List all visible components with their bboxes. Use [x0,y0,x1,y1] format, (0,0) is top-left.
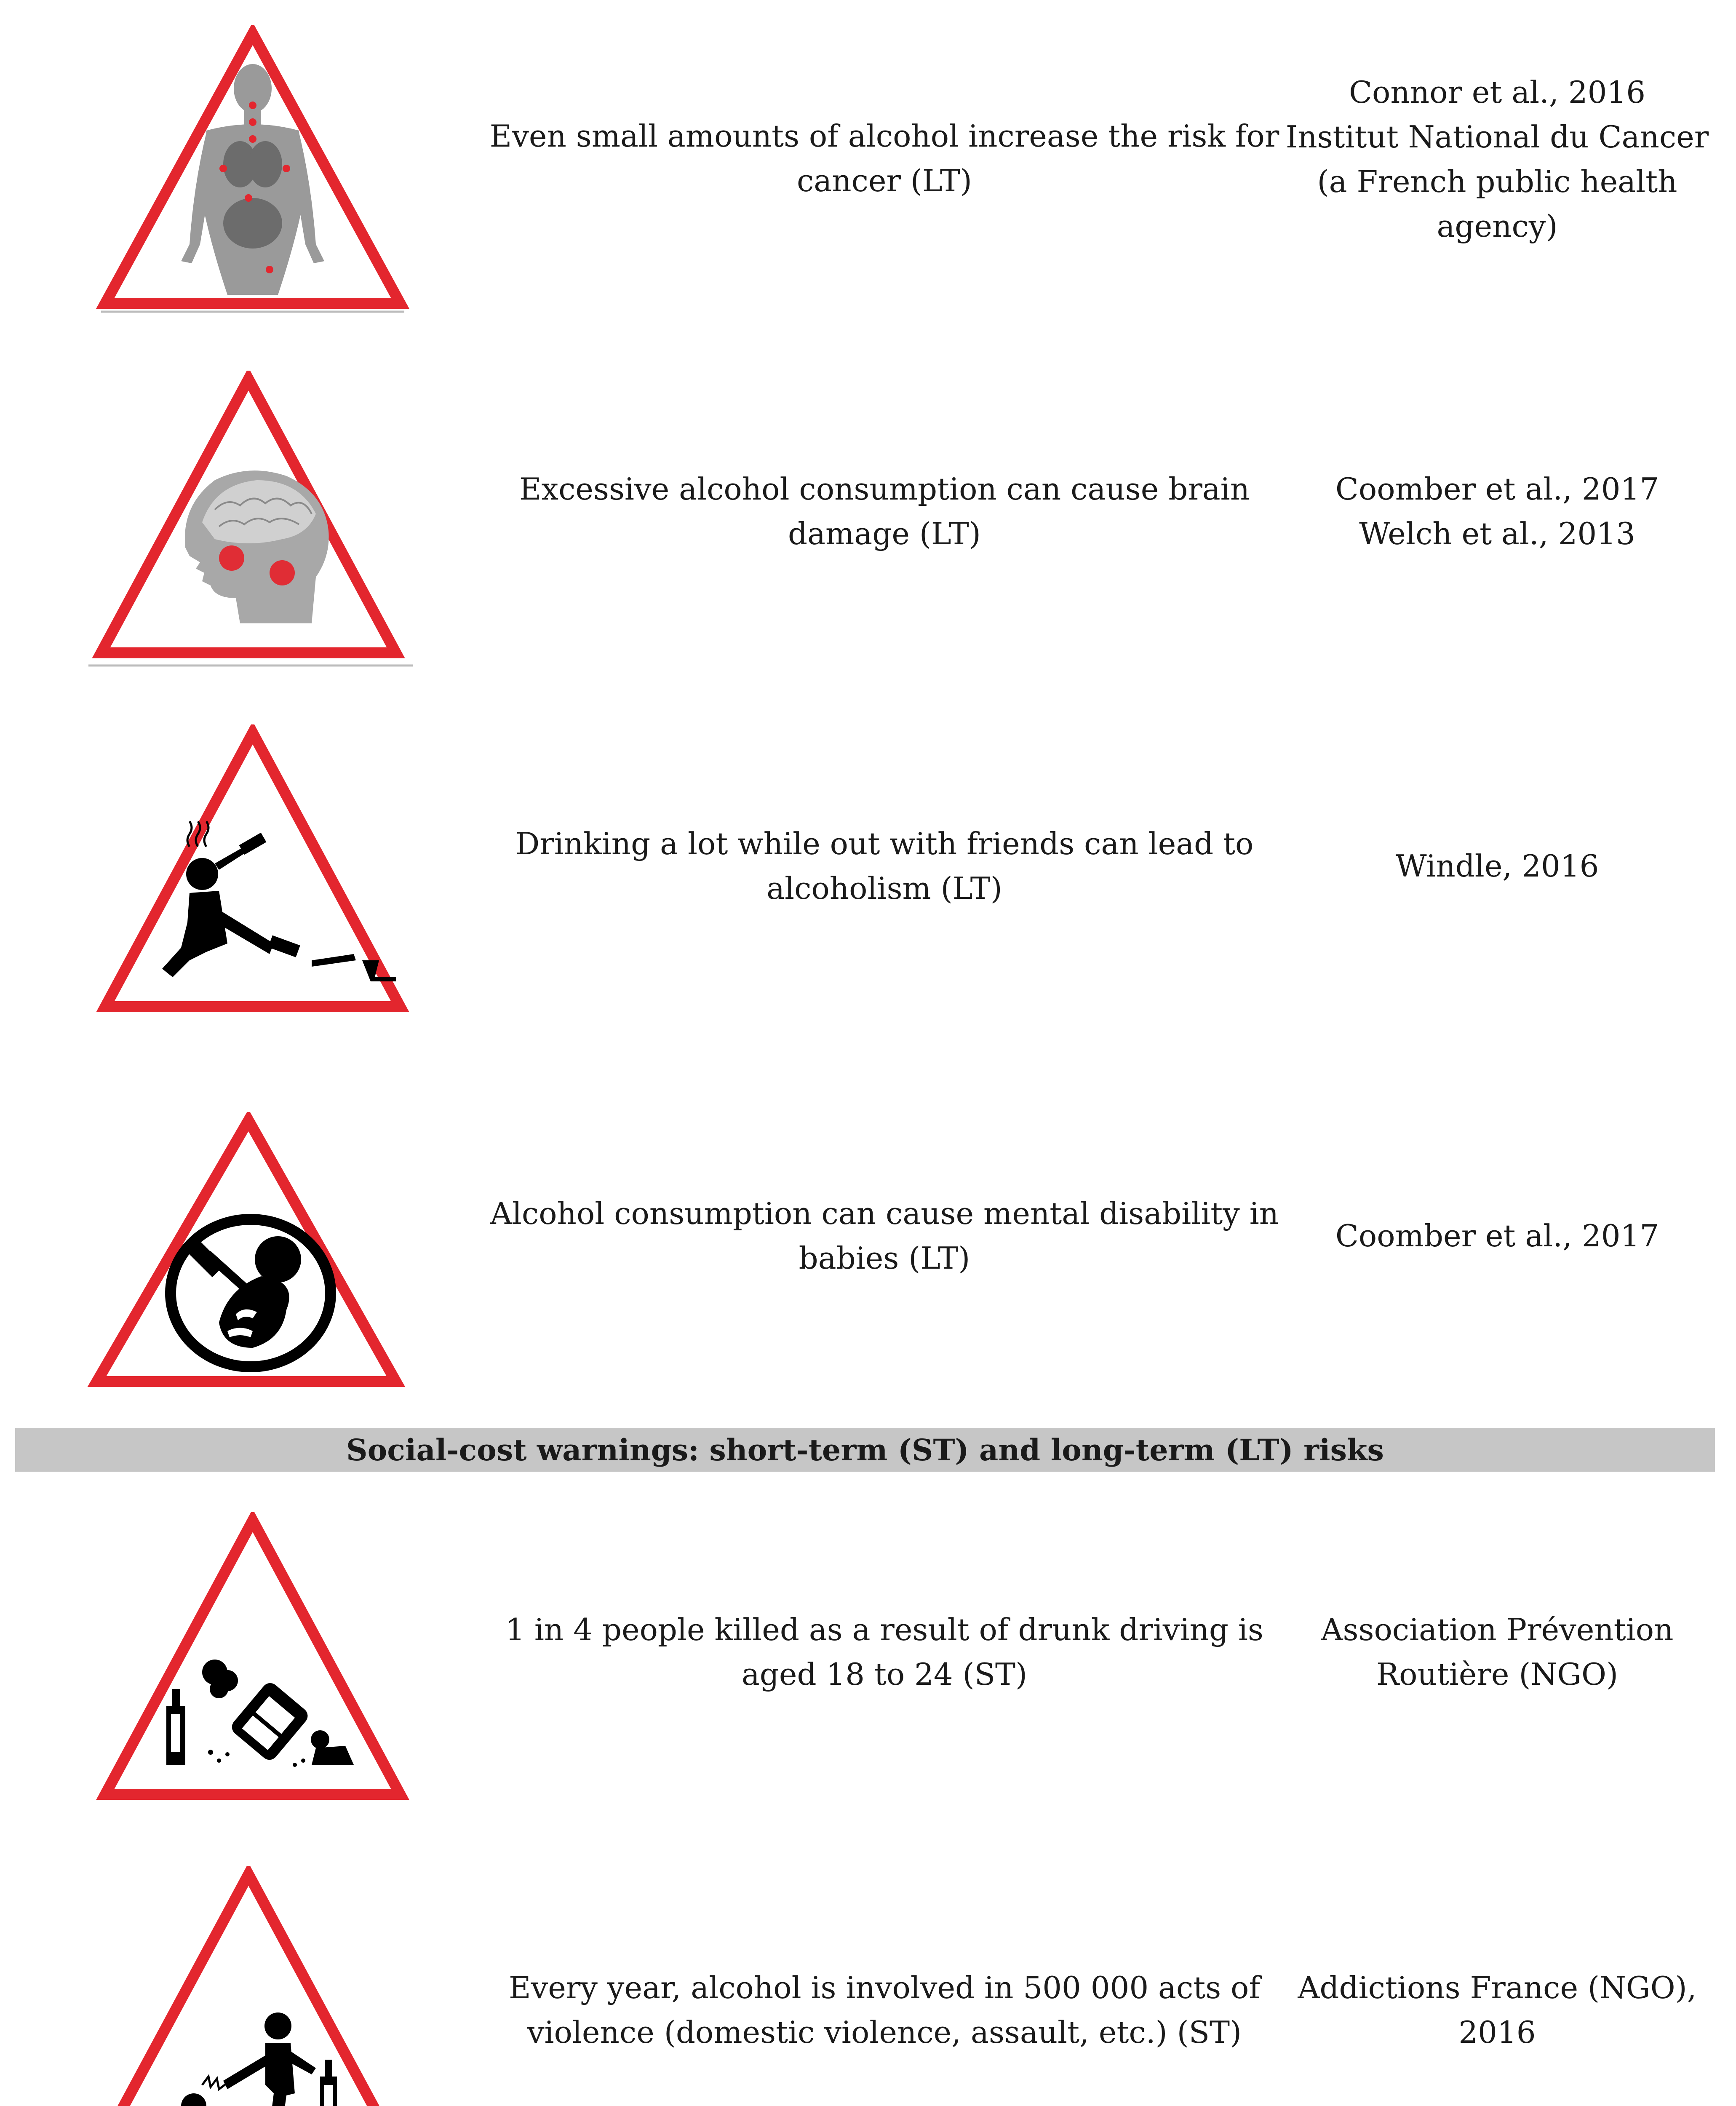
source-brain [1276,467,1718,556]
drunk-driving-crash-warning-icon [93,1512,421,1803]
source-fetus [1276,1213,1718,1258]
fetus-pregnancy-warning-icon [84,1112,413,1390]
source-line: Coomber et al., 2017 [1335,1218,1659,1253]
section-header-social-cost [15,1428,1715,1472]
source-line: Institut National du Cancer [1285,119,1709,155]
brain-damage-warning-icon [88,371,417,674]
warning-text-brain: Excessive alcohol consumption can cause brain damage (LT) [519,471,1250,551]
violence-assault-warning-icon [88,1866,417,2106]
source-line: (a French public health [1317,164,1677,199]
source-cancer [1276,70,1718,249]
section-title: Social-cost warnings: short-term (ST) and long-term (LT) risks [346,1432,1384,1467]
warning-text-drinking: Drinking a lot while out with friends can lead to alcoholism (LT) [515,826,1254,906]
cancer-body-warning-icon [93,25,421,320]
source-line: Windle, 2016 [1395,848,1599,884]
source-line: agency) [1437,208,1558,244]
source-line: Association Prévention [1321,1612,1674,1647]
source-line: Addictions France (NGO), [1298,1970,1697,2005]
drinking-alcoholism-warning-icon [93,724,421,1019]
source-line: Welch et al., 2013 [1359,516,1635,551]
source-drunk-driving [1276,1607,1718,1697]
source-drinking [1276,844,1718,888]
warning-text-violence: Every year, alcohol is involved in 500 000 acts of violence (domestic violence, assault, etc.) (ST) [508,1970,1261,2050]
warning-text-drunk-driving: 1 in 4 people killed as a result of drunk driving is aged 18 to 24 (ST) [505,1612,1263,1692]
source-line: 2016 [1458,2015,1536,2050]
source-violence [1276,1965,1718,2055]
source-line: Coomber et al., 2017 [1335,471,1659,507]
warning-text-fetus: Alcohol consumption can cause mental disability in babies (LT) [490,1196,1279,1276]
warning-text-cancer: Even small amounts of alcohol increase the risk for cancer (LT) [489,118,1279,198]
source-line: Connor et al., 2016 [1349,75,1646,110]
source-line: Routière (NGO) [1376,1657,1618,1692]
